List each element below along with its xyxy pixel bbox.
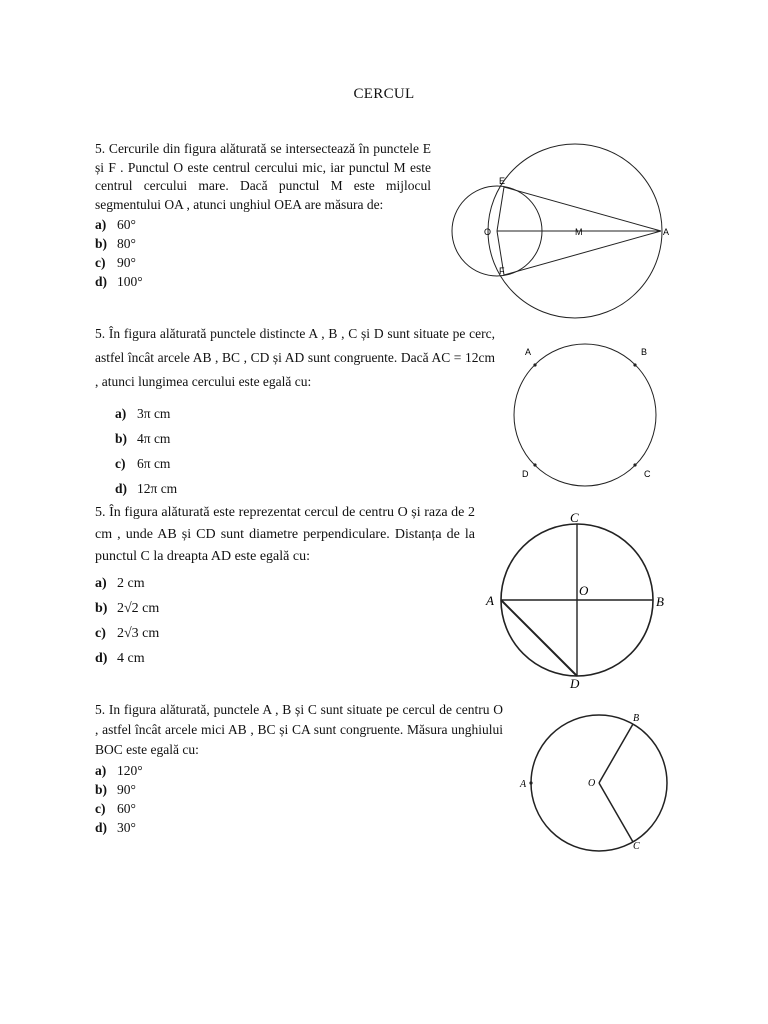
segment-OE <box>497 187 504 231</box>
option: d) 30° <box>95 820 136 836</box>
option: a) 3π cm <box>115 406 171 422</box>
label-B: B <box>633 713 640 724</box>
point-C <box>633 463 636 466</box>
problem-4-statement: 5. In figura alăturată, punctele A , B și C sunt situate pe cercul de centru O , astfel încât arcele mici AB , BC și CA sunt congruente. Măsura unghiului BOC este egală cu: <box>95 702 503 757</box>
label-A: A <box>663 227 670 237</box>
label-F: F <box>499 266 505 276</box>
problem-4-options <box>95 762 503 838</box>
label-D: D <box>522 469 529 479</box>
segment-FA <box>504 231 661 275</box>
problem-3-statement: 5. În figura alăturată este reprezentat cercul de centru O și raza de 2 cm , unde AB și CD sunt diametre perpendiculare. Distanța de la punctul C la dreapta AD este egală cu: <box>95 505 475 564</box>
option: b) 4π cm <box>115 431 171 447</box>
label-A: A <box>486 593 494 608</box>
option: a) 120° <box>95 763 143 779</box>
label-O: O <box>579 583 589 598</box>
figure-3-circle-diameters <box>478 508 678 690</box>
problem-2-statement: 5. În figura alăturată punctele distincte A , B , C și D sunt situate pe cerc, astfel încât arcele AB , BC , CD și AD sunt congruente. Dacă AC = 12cm , atunci lungimea cercului este egală cu: <box>95 326 495 389</box>
label-E: E <box>499 176 506 186</box>
label-D: D <box>570 676 580 690</box>
option: a) 2 cm <box>95 576 145 592</box>
problem-4 <box>95 700 503 838</box>
option: c) 60° <box>95 801 136 817</box>
label-A: A <box>525 347 532 357</box>
label-B: B <box>656 594 664 609</box>
point-A <box>529 781 532 784</box>
label-C: C <box>644 469 651 479</box>
option: b) 90° <box>95 782 136 798</box>
radius-OC <box>599 783 633 842</box>
option: a) 60° <box>95 217 136 233</box>
label-B: B <box>641 347 648 357</box>
label-C: C <box>570 510 579 525</box>
problem-3-options <box>95 572 475 672</box>
figure-1-two-circles <box>440 140 690 320</box>
label-C: C <box>633 841 640 852</box>
option: d) 100° <box>95 274 143 290</box>
option: b) 2√2 cm <box>95 601 160 617</box>
radius-OB <box>599 724 633 783</box>
problem-1-statement: 5. Cercurile din figura alăturată se intersectează în punctele E și F . Punctul O este centrul cercului mic, iar punctul M este centrul cercului mare. Dacă punctul M este mijlocul segmentului OA , atunci unghiul OEA are măsura de: <box>95 141 431 212</box>
problem-2-options <box>115 402 495 502</box>
label-O: O <box>484 227 492 237</box>
problem-2 <box>95 322 495 502</box>
problem-1 <box>95 140 431 292</box>
label-M: M <box>575 227 583 237</box>
option: b) 80° <box>95 236 136 252</box>
option: d) 4 cm <box>95 651 145 667</box>
point-A <box>533 363 536 366</box>
problem-3 <box>95 502 475 672</box>
page-title: CERCUL <box>353 86 415 102</box>
point-D <box>533 463 536 466</box>
point-B <box>633 363 636 366</box>
figure-2-circle-four-points <box>505 335 675 495</box>
option: c) 90° <box>95 255 136 271</box>
label-O: O <box>588 778 596 789</box>
label-A: A <box>520 779 527 790</box>
option: d) 12π cm <box>115 481 178 497</box>
segment-AD <box>501 600 577 676</box>
option: c) 2√3 cm <box>95 626 160 642</box>
option: c) 6π cm <box>115 456 171 472</box>
segment-EA <box>504 187 661 231</box>
figure-4-circle-radii <box>515 708 685 858</box>
problem-1-options <box>95 216 431 292</box>
